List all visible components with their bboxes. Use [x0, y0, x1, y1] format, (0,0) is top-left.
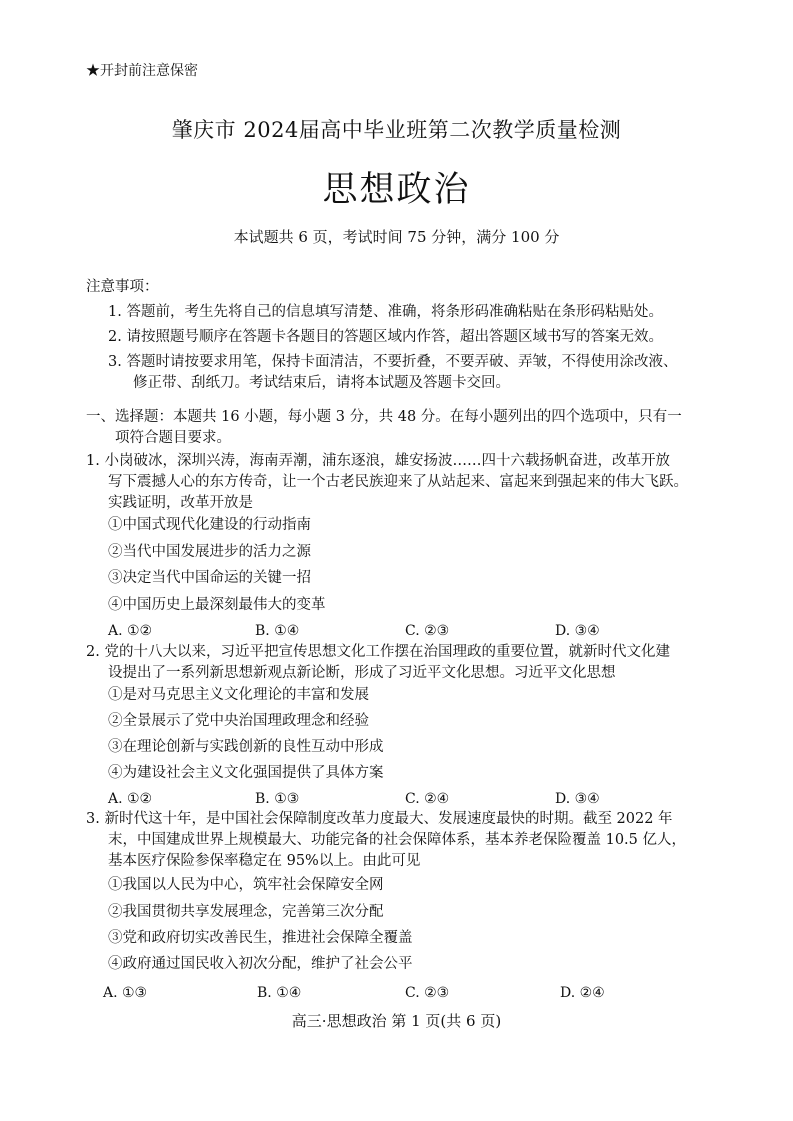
answer-option-d: D. ③④: [555, 791, 600, 807]
question-stem: 设提出了一系列新思想新观点新论断，形成了习近平文化思想。习近平文化思想: [108, 665, 616, 681]
statement-item: ②我国贯彻共享发展理念，完善第三次分配: [108, 904, 384, 920]
statement-item: ②全景展示了党中央治国理政理念和经验: [108, 713, 369, 729]
answer-option-c: C. ②③: [405, 985, 450, 1001]
statement-item: ①是对马克思主义文化理论的丰富和发展: [108, 687, 369, 703]
answer-option-b: B. ①④: [255, 623, 300, 639]
answer-option-a: A. ①②: [108, 623, 153, 639]
exam-info: 本试题共 6 页，考试时间 75 分钟，满分 100 分: [233, 228, 560, 246]
statement-item: ③在理论创新与实践创新的良性互动中形成: [108, 739, 384, 755]
statement-item: ①中国式现代化建设的行动指南: [108, 517, 311, 533]
note-item: 3. 答题时请按要求用笔，保持卡面清洁，不要折叠，不要弄破、弄皱，不得使用涂改液、: [108, 354, 678, 370]
subject-title: 思想政治: [322, 170, 471, 210]
section-heading-cont: 项符合题目要求。: [115, 430, 231, 446]
note-item: 1. 答题前，考生先将自己的信息填写清楚、准确，将条形码准确粘贴在条形码粘贴处。: [108, 304, 663, 320]
statement-item: ①我国以人民为中心，筑牢社会保障安全网: [108, 877, 384, 893]
answer-option-d: D. ③④: [555, 623, 600, 639]
answer-option-b: B. ①④: [257, 985, 302, 1001]
statement-item: ③决定当代中国命运的关键一招: [108, 570, 311, 586]
statement-item: ②当代中国发展进步的活力之源: [108, 544, 311, 560]
question-stem: 实践证明，改革开放是: [108, 495, 253, 511]
question-stem: 1. 小岗破冰，深圳兴涛，海南弄潮，浦东逐浪，雄安扬波……四十六载扬帆奋进，改革开放: [86, 453, 670, 469]
notes-heading: 注意事项：: [86, 279, 159, 295]
question-stem: 基本医疗保险参保率稳定在 95%以上。由此可见: [108, 853, 421, 869]
answer-option-c: C. ②④: [405, 791, 450, 807]
exam-title: 肇庆市 2024届高中毕业班第二次教学质量检测: [171, 118, 622, 142]
answer-option-c: C. ②③: [405, 623, 450, 639]
note-item: 修正带、刮纸刀。考试结束后，请将本试题及答题卡交回。: [133, 375, 510, 391]
question-stem: 2. 党的十八大以来，习近平把宣传思想文化工作摆在治国理政的重要位置，就新时代文化建: [86, 644, 670, 660]
note-item: 2. 请按照题号顺序在答题卡各题目的答题区域内作答，超出答题区域书写的答案无效。: [108, 329, 663, 345]
answer-option-d: D. ②④: [560, 985, 605, 1001]
statement-item: ④政府通过国民收入初次分配，维护了社会公平: [108, 956, 413, 972]
answer-option-a: A. ①③: [103, 985, 148, 1001]
confidential-notice: ★开封前注意保密: [86, 63, 198, 79]
question-stem: 写下震撼人心的东方传奇，让一个古老民族迎来了从站起来、富起来到强起来的伟大飞跃。: [108, 474, 688, 490]
page-footer: 高三·思想政治 第 1 页(共 6 页): [291, 1012, 502, 1030]
section-heading: 一、选择题：本题共 16 小题，每小题 3 分，共 48 分。在每小题列出的四个选项中，只有一: [86, 409, 682, 425]
question-stem: 3. 新时代这十年，是中国社会保障制度改革力度最大、发展速度最快的时期。截至 2022 年: [86, 811, 673, 827]
answer-option-b: B. ①③: [255, 791, 300, 807]
statement-item: ④为建设社会主义文化强国提供了具体方案: [108, 765, 384, 781]
statement-item: ③党和政府切实改善民生，推进社会保障全覆盖: [108, 930, 413, 946]
statement-item: ④中国历史上最深刻最伟大的变革: [108, 597, 326, 613]
answer-option-a: A. ①②: [108, 791, 153, 807]
question-stem: 末，中国建成世界上规模最大、功能完备的社会保障体系，基本养老保险覆盖 10.5 亿人，: [108, 832, 686, 848]
